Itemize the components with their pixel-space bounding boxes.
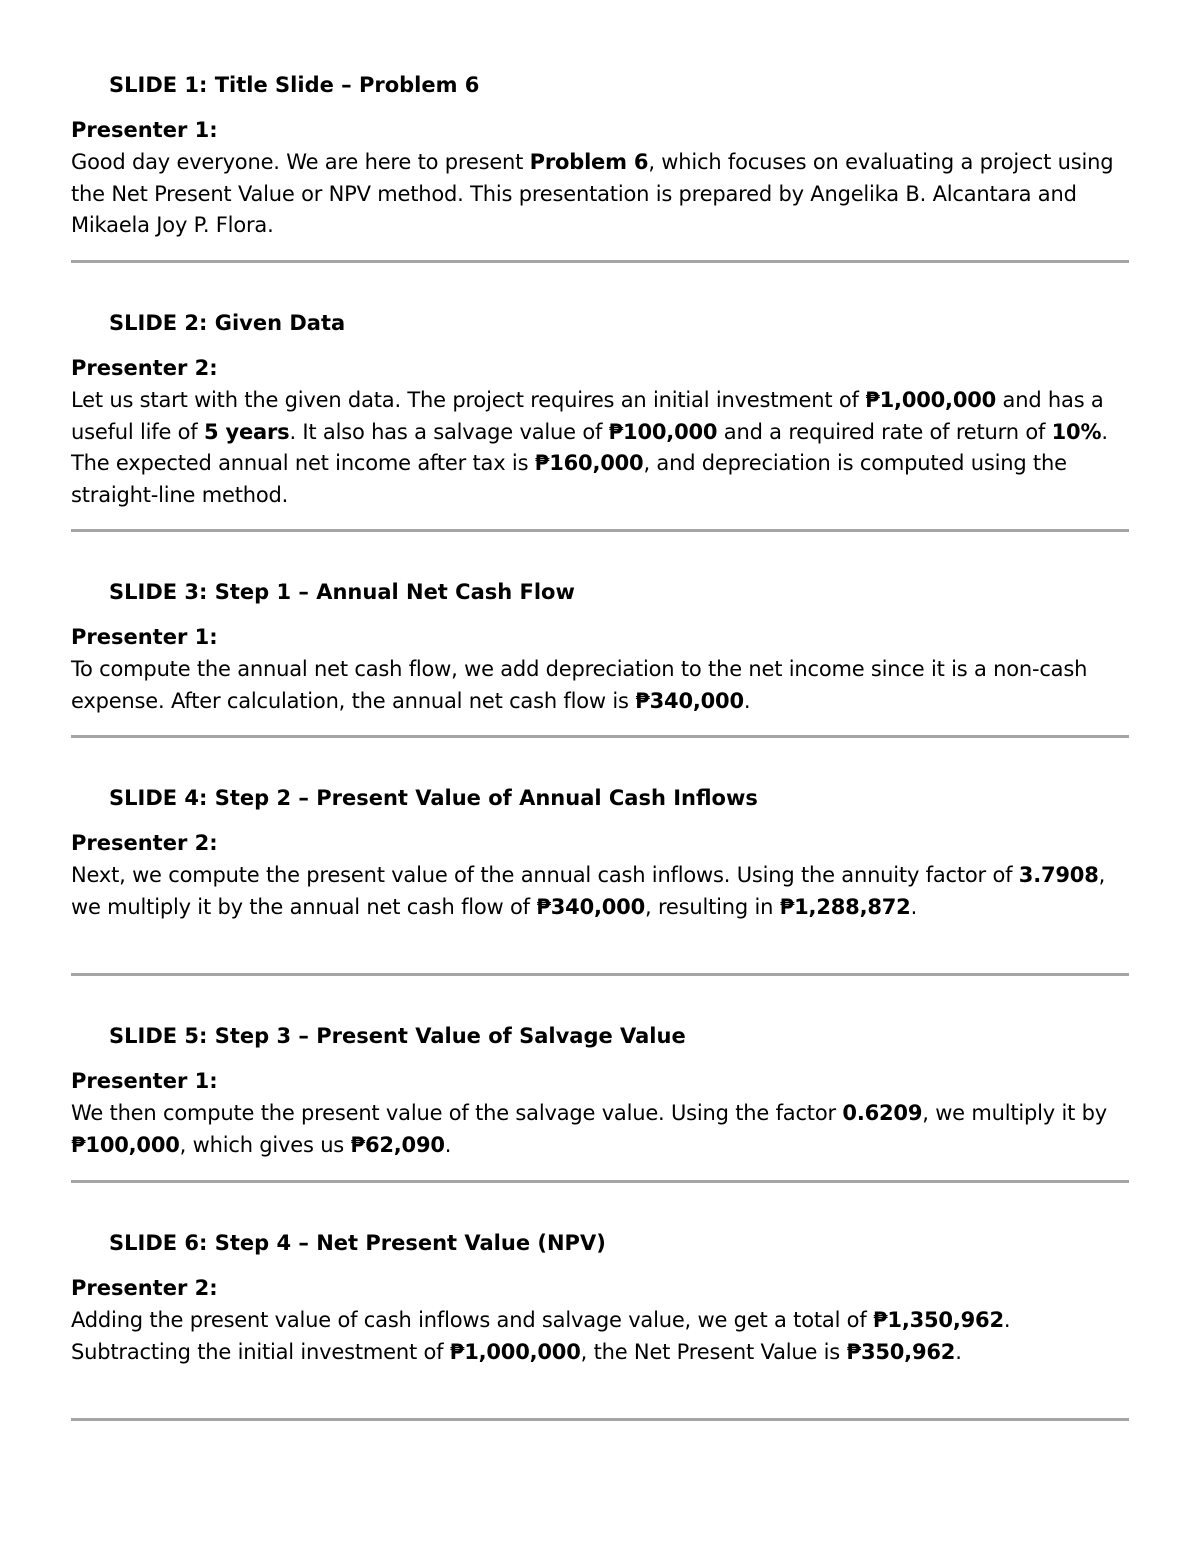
script-text-run: , the Net Present Value is: [580, 1339, 847, 1364]
emphasized-value: ₱100,000: [71, 1132, 180, 1157]
script-text-run: . The expected annual net income after tax is: [71, 419, 1108, 475]
slide-heading: SLIDE 5: Step 3 – Present Value of Salvage Value: [109, 1024, 686, 1048]
emphasized-value: ₱1,288,872: [779, 894, 911, 919]
script-text-run: , we multiply it by the annual net cash flow of: [71, 863, 1106, 919]
script-text-run: To compute the annual net cash flow, we add depreciation to the net income since it is a non-cash expense. After calculation, the annual net cash flow is: [71, 657, 1088, 713]
script-text-run: .: [910, 894, 918, 919]
presenter-label: Presenter 1:: [71, 625, 218, 649]
slide-heading: SLIDE 2: Given Data: [109, 311, 346, 335]
emphasized-value: ₱340,000: [635, 688, 744, 713]
section-divider: [71, 260, 1129, 263]
script-text-run: Next, we compute the present value of the annual cash inflows. Using the annuity factor of: [71, 863, 1019, 887]
emphasized-value: ₱1,000,000: [449, 1339, 581, 1364]
script-text-run: .: [955, 1339, 962, 1364]
script-text-run: , resulting in: [645, 894, 780, 919]
emphasized-value: ₱62,090: [350, 1132, 445, 1157]
script-text-run: , and depreciation is computed using the straight-line method.: [71, 451, 1067, 507]
emphasized-value: ₱1,350,962: [873, 1308, 1004, 1332]
slide-heading: SLIDE 6: Step 4 – Net Present Value (NPV): [109, 1231, 606, 1255]
script-text-run: , which focuses on evaluating a project using the Net Present Value or NPV method. This presentation is prepared by Angelika B. Alcantara and Mikaela Joy P. Flora.: [71, 150, 1114, 237]
section-divider: [71, 973, 1129, 976]
emphasized-value: 0.6209: [842, 1101, 923, 1125]
slide-section-2: [71, 309, 1131, 511]
emphasized-value: ₱100,000: [608, 419, 718, 444]
script-text-run: Let us start with the given data. The project requires an initial investment of: [71, 388, 866, 412]
script-text-run: Adding the present value of cash inflows and salvage value, we get a total of: [71, 1308, 873, 1332]
script-text-run: and a required rate of return of: [717, 419, 1052, 444]
emphasized-value: ₱340,000: [536, 894, 645, 919]
emphasized-value: ₱350,962: [846, 1339, 956, 1364]
script-paragraph: [71, 1305, 1131, 1368]
script-text-run: , we multiply it by: [922, 1101, 1108, 1125]
emphasized-value: 5 years: [203, 419, 290, 444]
emphasized-value: ₱1,000,000: [865, 388, 997, 412]
presenter-label: Presenter 2:: [71, 1276, 218, 1300]
script-text-run: . Subtracting the initial investment of: [71, 1308, 1011, 1364]
presenter-label: Presenter 2:: [71, 356, 218, 380]
slide-heading: SLIDE 3: Step 1 – Annual Net Cash Flow: [109, 580, 575, 604]
script-text-run: We then compute the present value of the salvage value. Using the factor: [71, 1101, 843, 1125]
slide-heading: SLIDE 1: Title Slide – Problem 6: [109, 73, 480, 97]
presenter-label: Presenter 1:: [71, 118, 218, 142]
script-paragraph: [71, 654, 1131, 717]
script-text-run: and has a useful life of: [71, 388, 1104, 444]
slide-section-5: [71, 1022, 1131, 1161]
section-divider: [71, 735, 1129, 738]
emphasized-value: Problem 6: [529, 150, 649, 174]
presenter-label: Presenter 2:: [71, 831, 218, 855]
section-divider: [71, 529, 1129, 532]
slide-section-1: [71, 71, 1131, 242]
script-paragraph: [71, 860, 1131, 923]
script-paragraph: [71, 385, 1131, 511]
script-text-run: , which gives us: [179, 1132, 351, 1157]
emphasized-value: 10%: [1051, 419, 1102, 444]
presenter-label: Presenter 1:: [71, 1069, 218, 1093]
slide-heading: SLIDE 4: Step 2 – Present Value of Annual Cash Inflows: [109, 786, 758, 810]
emphasized-value: ₱160,000: [534, 451, 644, 475]
slide-section-3: [71, 578, 1131, 717]
script-paragraph: [71, 147, 1131, 242]
script-text-run: . It also has a salvage value of: [289, 419, 609, 444]
script-text-run: .: [444, 1132, 452, 1157]
script-text-run: Good day everyone. We are here to present: [71, 150, 530, 174]
slide-section-6: [71, 1229, 1131, 1368]
script-text-run: .: [743, 688, 751, 713]
emphasized-value: 3.7908: [1018, 863, 1099, 887]
slide-section-4: [71, 784, 1131, 923]
section-divider: [71, 1418, 1129, 1421]
section-divider: [71, 1180, 1129, 1183]
script-paragraph: [71, 1098, 1131, 1161]
